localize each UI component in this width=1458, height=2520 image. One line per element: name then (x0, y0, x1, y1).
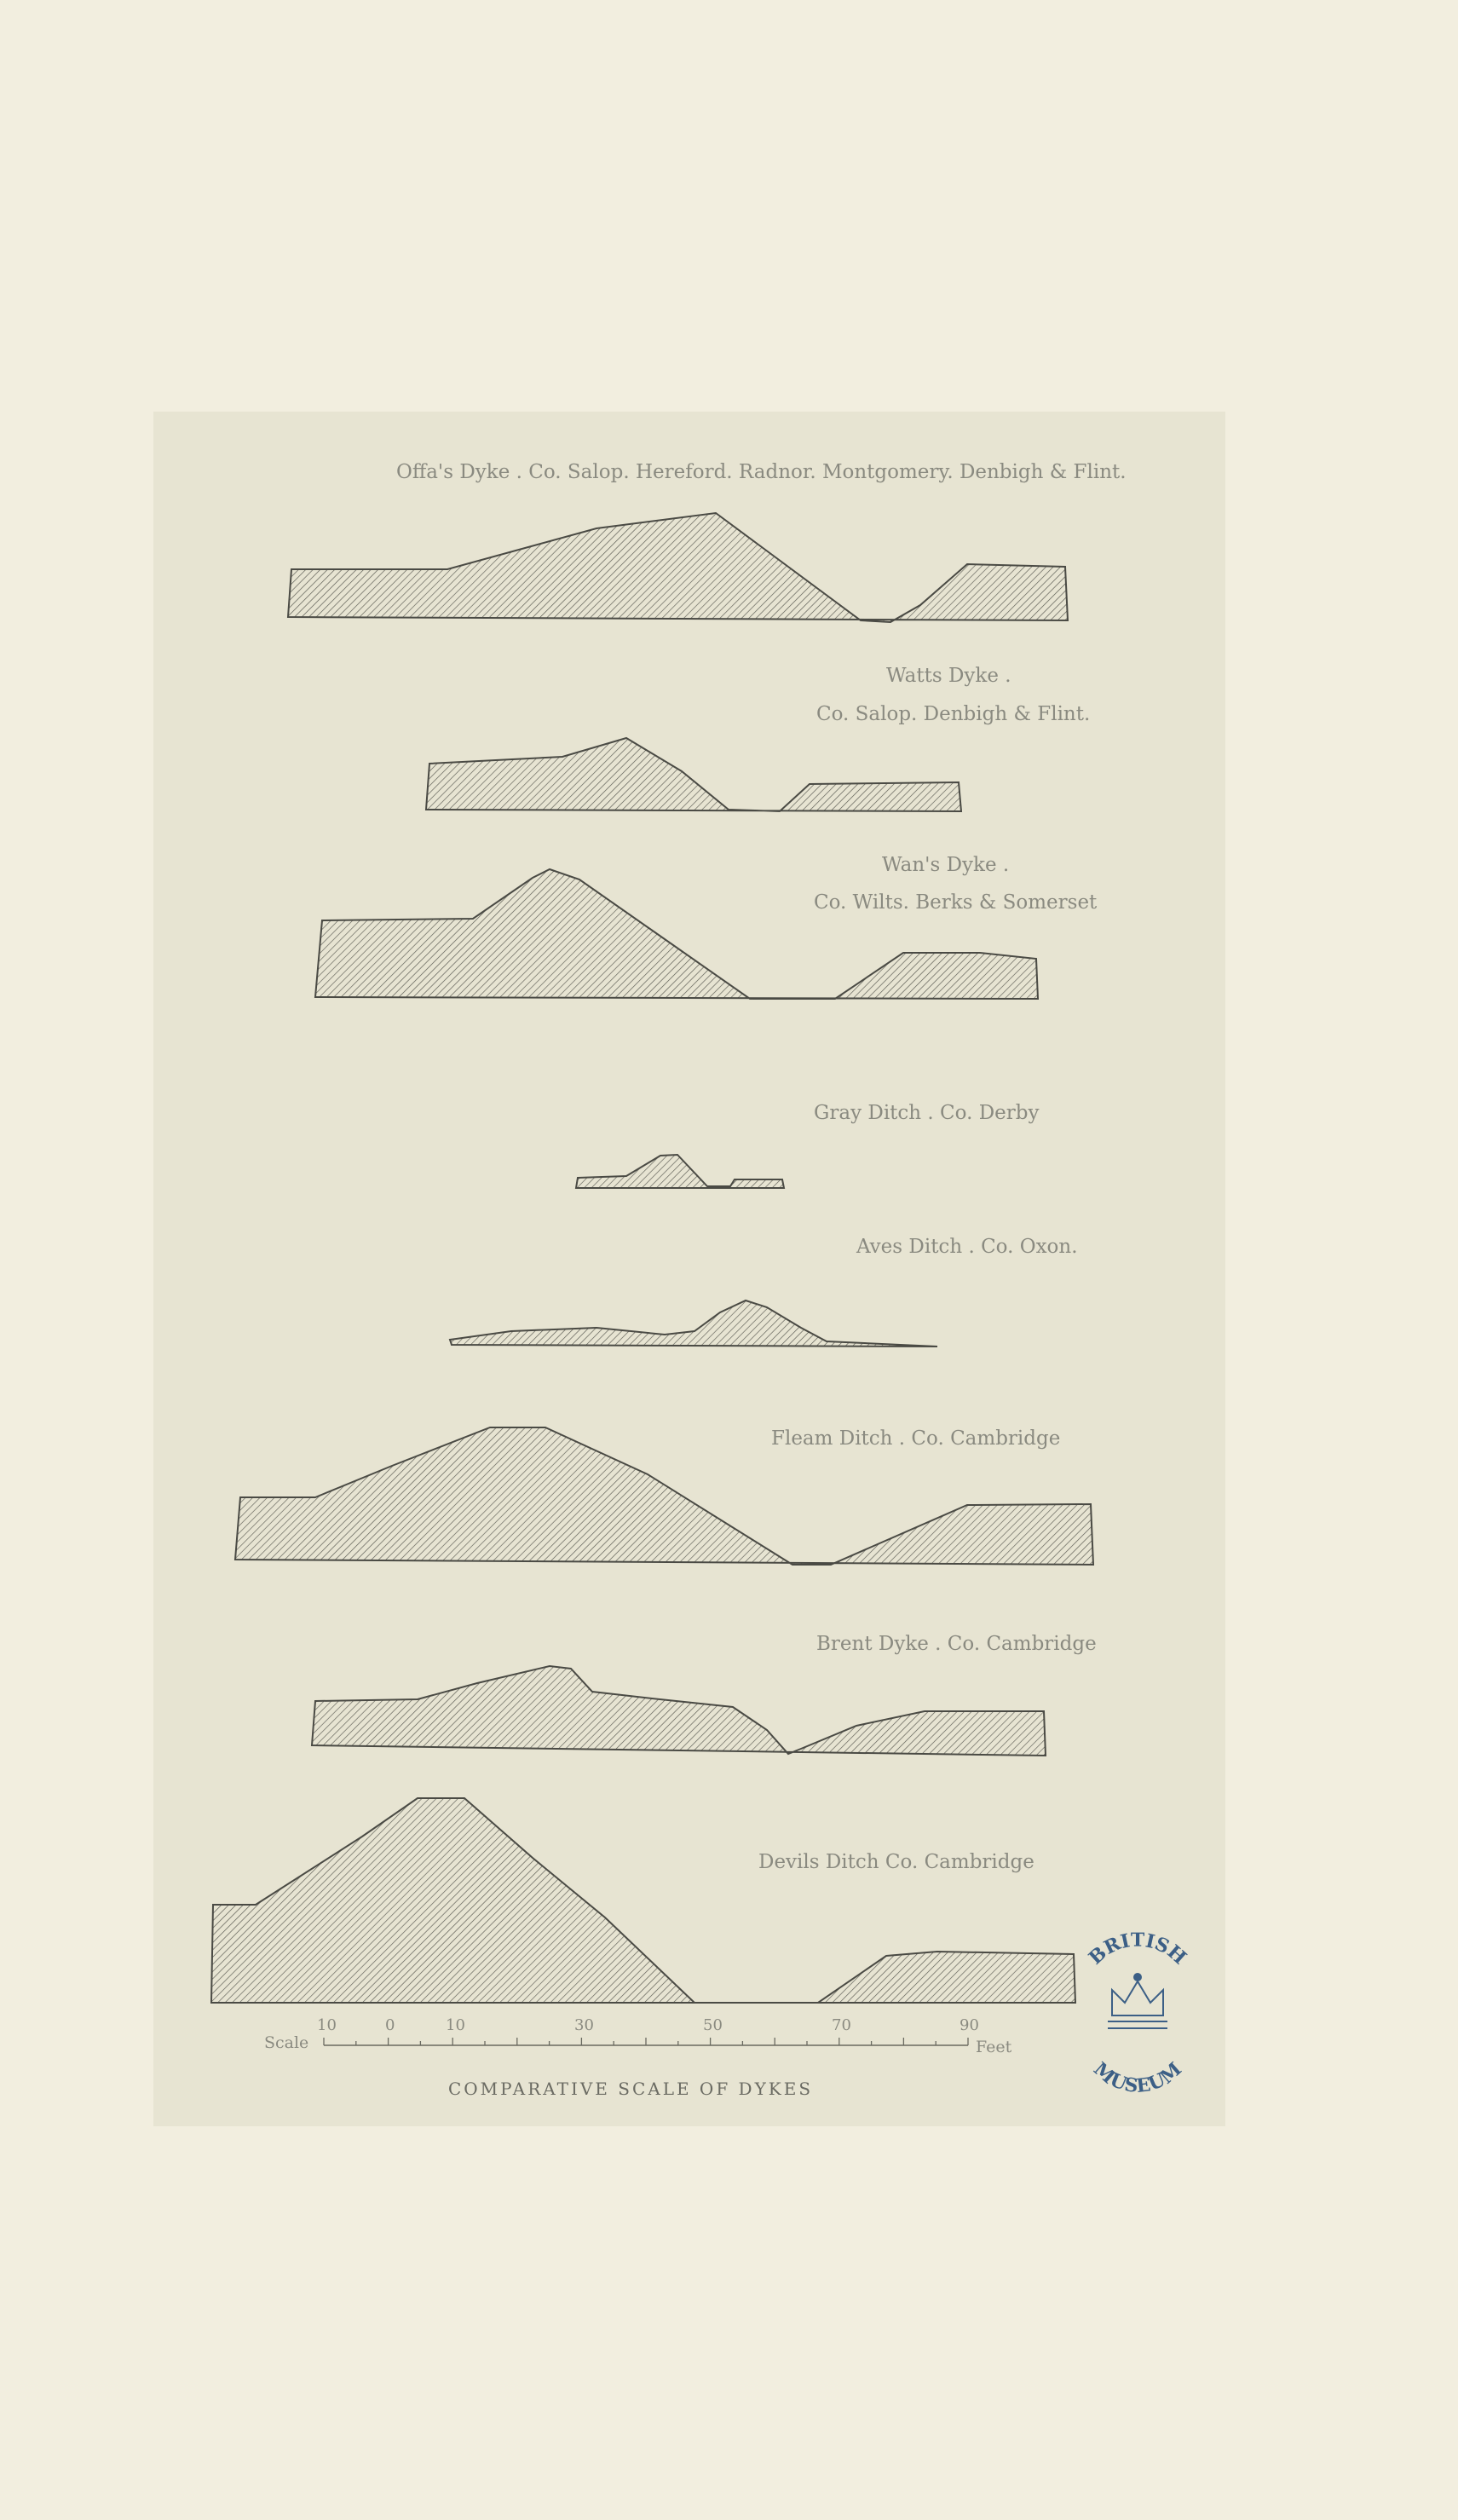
plate-caption: COMPARATIVE SCALE OF DYKES (447, 2079, 814, 2099)
watts-dyke-label-2: Co. Salop. Denbigh & Flint. (816, 703, 1091, 725)
scale-tick-label-6: 70 (832, 2016, 851, 2034)
devils-ditch-label: Devils Ditch Co. Cambridge (758, 1851, 1034, 1873)
stamp-text-bottom: MUSEUM (1089, 2057, 1186, 2098)
scale-tick-label-5: 50 (703, 2016, 723, 2034)
aves-ditch-label: Aves Ditch . Co. Oxon. (856, 1236, 1078, 1258)
offas-dyke-label: Offa's Dyke . Co. Salop. Hereford. Radnor. Montgomery. Denbigh & Flint. (396, 461, 1127, 483)
scale-tick-label-7: 90 (960, 2016, 979, 2034)
scale-unit: Feet (976, 2038, 1012, 2056)
scale-tick-label-2: 0 (385, 2016, 395, 2034)
stamp-text-top: BRITISH (1084, 1929, 1191, 1969)
wans-dyke-label-1: Wan's Dyke . (882, 854, 1010, 876)
scale-tick-label-1: 10 (317, 2016, 337, 2034)
scale-tick-label-4: 30 (574, 2016, 594, 2034)
watts-dyke-label-1: Watts Dyke . (886, 665, 1011, 687)
scale-tick-label-3: 10 (446, 2016, 465, 2034)
fleam-ditch-label: Fleam Ditch . Co. Cambridge (771, 1427, 1061, 1450)
gray-ditch-label: Gray Ditch . Co. Derby (814, 1102, 1040, 1124)
brent-dyke-label: Brent Dyke . Co. Cambridge (816, 1633, 1097, 1655)
wans-dyke-label-2: Co. Wilts. Berks & Somerset (814, 891, 1098, 914)
scale-label: Scale (264, 2033, 309, 2052)
